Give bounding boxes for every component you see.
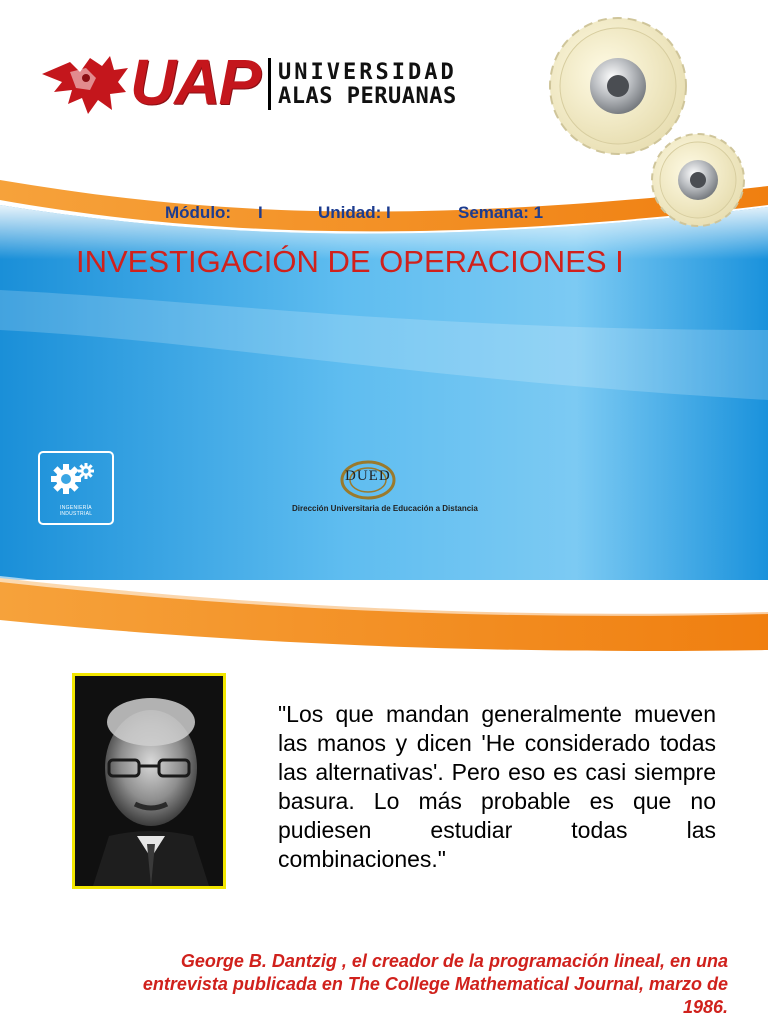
course-title: INVESTIGACIÓN DE OPERACIONES I bbox=[76, 244, 624, 279]
university-name-line1: UNIVERSIDAD bbox=[278, 60, 457, 85]
gears-icon bbox=[40, 453, 112, 501]
quote-attribution: George B. Dantzig , el creador de la programación lineal, en una entrevista publicada en The College Mathematical Journal, marzo de 1986. bbox=[142, 951, 728, 1017]
unidad-label: Unidad: I bbox=[318, 203, 391, 222]
course-meta-row bbox=[0, 203, 768, 227]
dued-logo-text: DUED bbox=[345, 468, 391, 484]
modulo-label: Módulo: bbox=[165, 203, 232, 222]
dued-caption: Dirección Universitaria de Educación a Distancia bbox=[292, 504, 478, 513]
condor-emblem-icon bbox=[40, 52, 132, 116]
engineering-badge-label: INGENIERÍA INDUSTRIAL bbox=[59, 505, 93, 517]
logo-divider bbox=[268, 58, 271, 110]
university-name-line2: ALAS PERUANAS bbox=[278, 84, 457, 109]
semana-label: Semana: 1 bbox=[458, 203, 544, 222]
gears-illustration bbox=[548, 8, 758, 228]
portrait-photo bbox=[75, 676, 223, 886]
engineering-badge bbox=[38, 451, 114, 525]
modulo-value: I bbox=[258, 203, 263, 222]
quote-text: "Los que mandan generalmente mueven las manos y dicen 'He considerado todas las alternativas'. Pero eso es casi siempre basura. Lo más probable es que no pudiesen estudiar todas las combinaciones." bbox=[278, 701, 716, 872]
uap-logo-text: UAP bbox=[130, 46, 260, 118]
portrait-frame bbox=[72, 673, 226, 889]
dued-logo bbox=[290, 460, 490, 520]
